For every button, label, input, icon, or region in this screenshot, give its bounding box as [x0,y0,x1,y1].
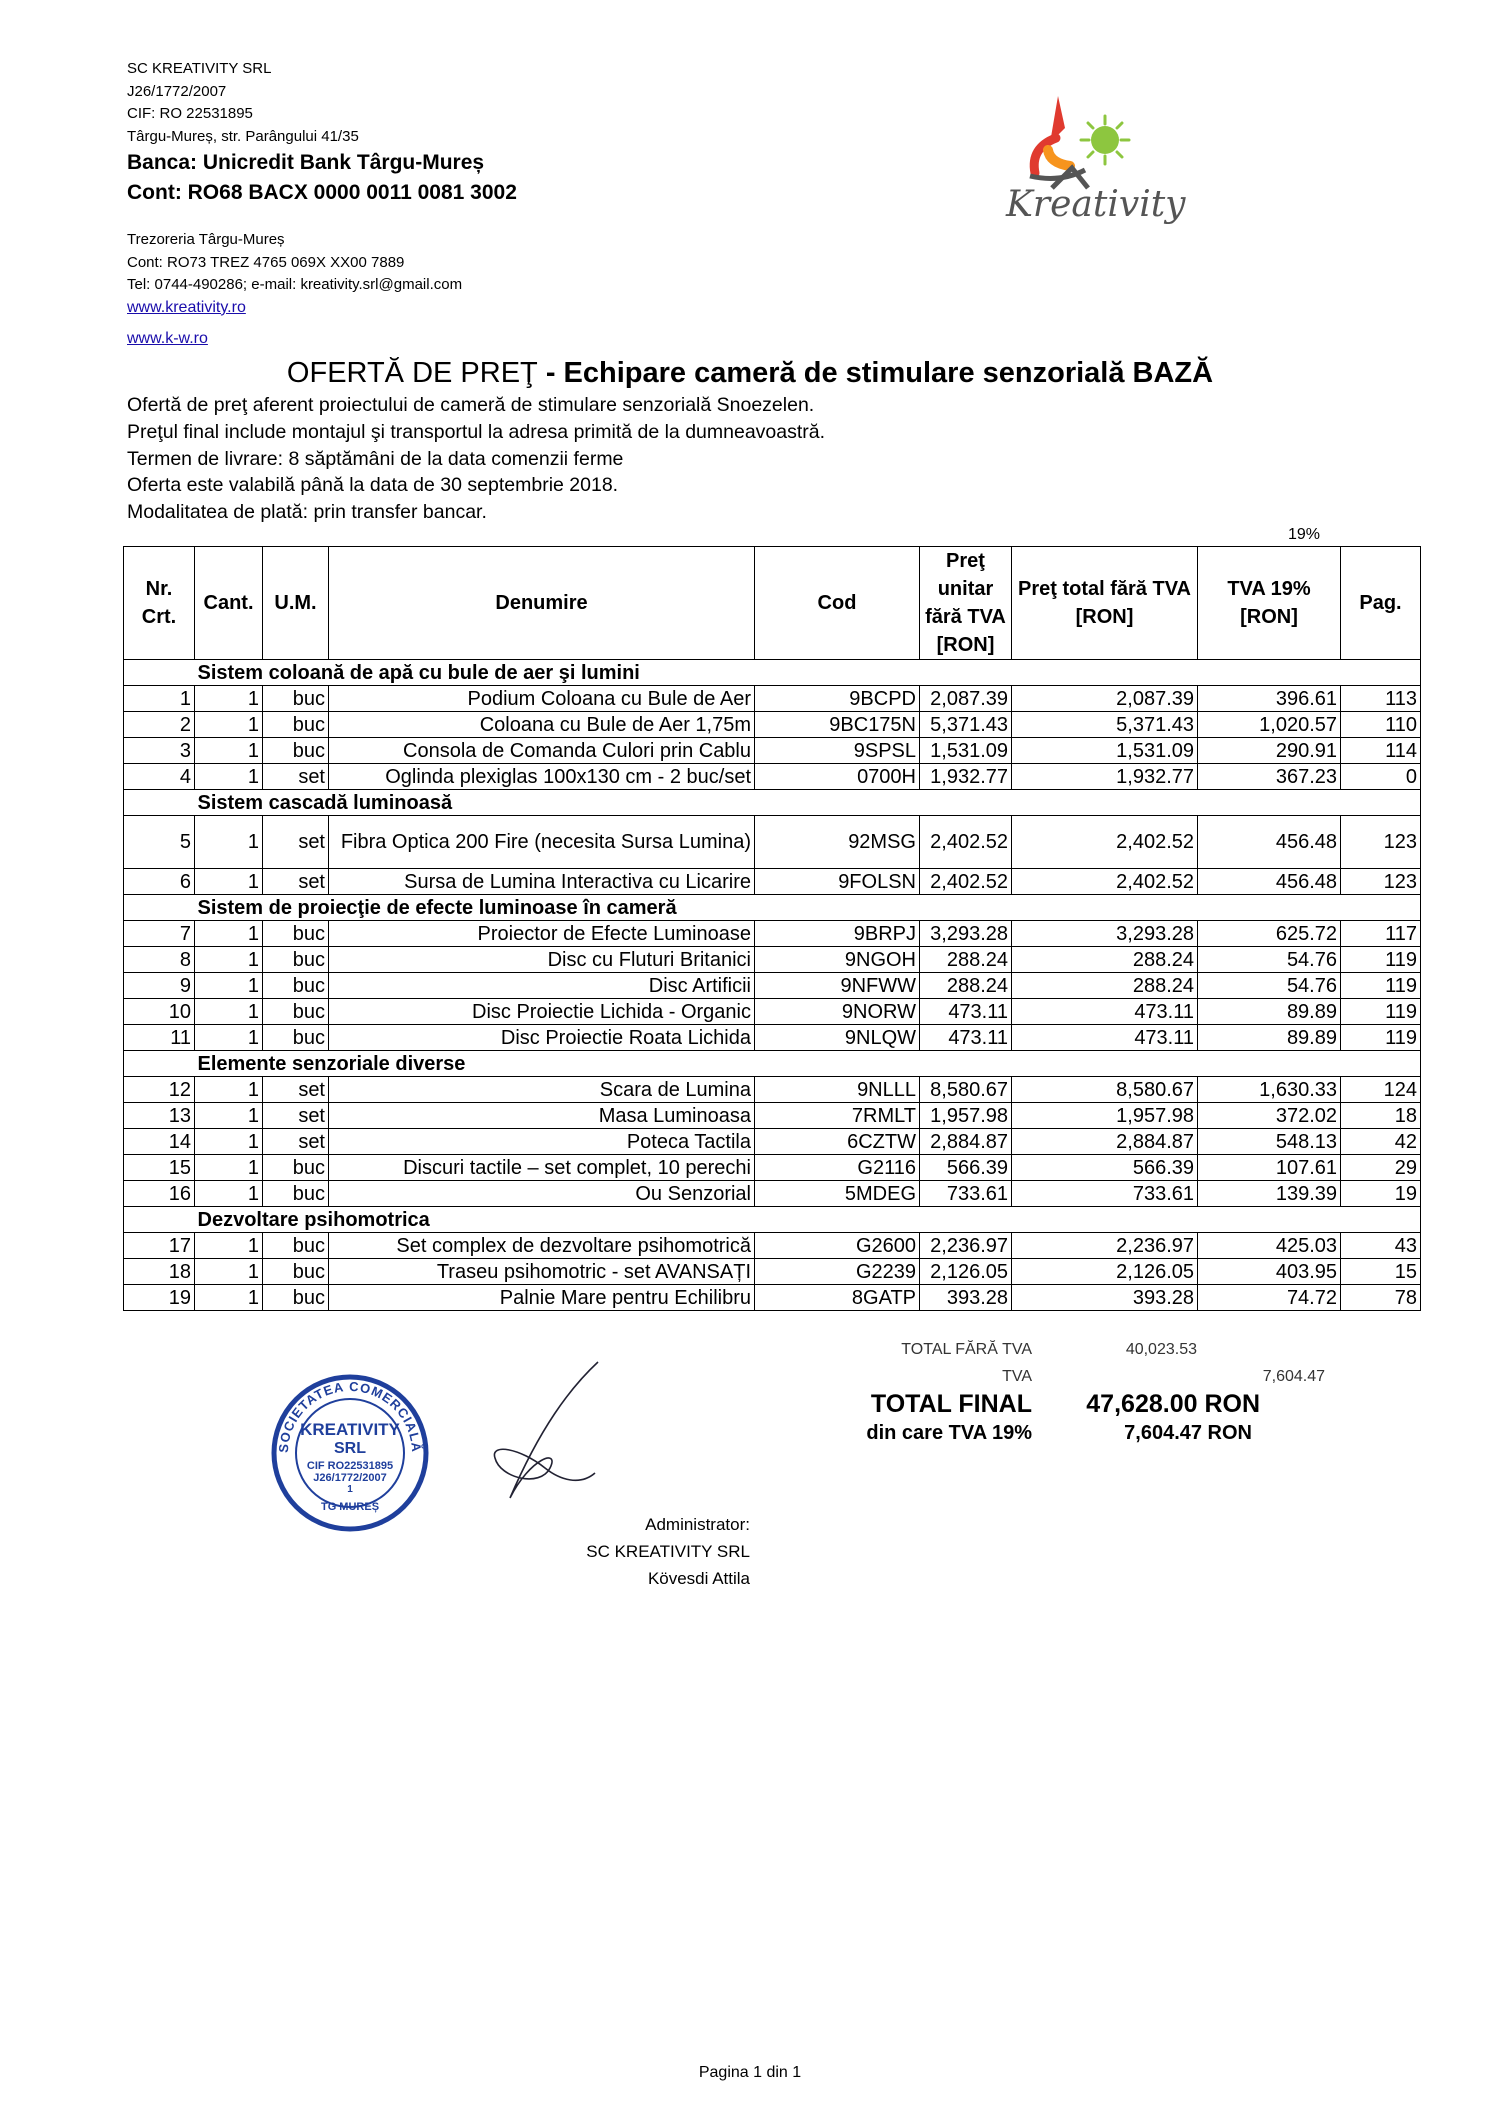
table-row [124,869,1421,895]
section-title: Dezvoltare psihomotrica [195,1207,1421,1233]
cell-pret-total: 2,087.39 [1012,686,1198,712]
col-header-tva: TVA 19% [RON] [1198,547,1341,660]
cell-pret-unitar: 2,402.52 [920,816,1012,869]
website-link-1[interactable]: www.kreativity.ro [127,298,246,316]
cell-cant: 1 [195,1259,263,1285]
cell-cod: 5MDEG [755,1181,920,1207]
cell-um: buc [263,712,329,738]
signature-block [520,1511,750,1592]
table-row [124,1233,1421,1259]
bank-info [127,148,517,208]
cell-tva: 425.03 [1198,1233,1341,1259]
cell-pag: 123 [1341,869,1421,895]
cell-cod: 9BCPD [755,686,920,712]
cell-pret-unitar: 1,531.09 [920,738,1012,764]
section-spacer [124,660,195,686]
din-care-tva-value: 7,604.47 RON [1124,1422,1252,1444]
cell-um: buc [263,1259,329,1285]
cell-cod: 9SPSL [755,738,920,764]
cell-cod: 0700H [755,764,920,790]
cell-denumire: Disc Proiectie Lichida - Organic [329,999,755,1025]
cell-pag: 110 [1341,712,1421,738]
cell-denumire: Disc Proiectie Roata Lichida [329,1025,755,1051]
section-spacer [124,895,195,921]
stamp-name-2: SRL [334,1440,366,1457]
cell-pret-total: 2,402.52 [1012,869,1198,895]
cell-cant: 1 [195,947,263,973]
cell-pret-unitar: 1,932.77 [920,764,1012,790]
cell-nr: 4 [124,764,195,790]
cell-um: buc [263,1155,329,1181]
treasury-info [127,229,462,319]
total-fara-tva-value: 40,023.53 [1125,1341,1197,1358]
cell-denumire: Podium Coloana cu Bule de Aer [329,686,755,712]
cell-tva: 1,020.57 [1198,712,1341,738]
cell-cant: 1 [195,999,263,1025]
cell-tva: 54.76 [1198,973,1341,999]
cell-pag: 119 [1341,947,1421,973]
cell-tva: 396.61 [1198,686,1341,712]
total-fara-tva-label: TOTAL FĂRĂ TVA [901,1341,1032,1358]
section-row [124,660,1421,686]
cell-nr: 5 [124,816,195,869]
cell-cant: 1 [195,1025,263,1051]
col-header-cod: Cod [755,547,920,660]
title-part-1: OFERTĂ DE PREŢ [286,357,538,389]
cell-um: set [263,1077,329,1103]
table-row [124,1259,1421,1285]
cell-pret-unitar: 473.11 [920,1025,1012,1051]
cell-nr: 10 [124,999,195,1025]
treasury-name: Trezoreria Târgu-Mureș [127,231,285,248]
cell-nr: 6 [124,869,195,895]
section-title: Sistem de proiecţie de efecte luminoase în cameră [195,895,1421,921]
cell-nr: 3 [124,738,195,764]
col-header-cant: Cant. [195,547,263,660]
cell-tva: 89.89 [1198,1025,1341,1051]
cell-pret-unitar: 2,126.05 [920,1259,1012,1285]
cell-cod: G2116 [755,1155,920,1181]
cell-pag: 18 [1341,1103,1421,1129]
intro-line: Preţul final include montajul şi transportul la adresa primită de la dumneavoastră. [127,420,826,443]
cell-cod: 6CZTW [755,1129,920,1155]
cell-cant: 1 [195,738,263,764]
cell-nr: 16 [124,1181,195,1207]
table-row [124,1181,1421,1207]
cell-denumire: Consola de Comanda Culori prin Cablu [329,738,755,764]
bank-account: Cont: RO68 BACX 0000 0011 0081 3002 [127,181,517,204]
cell-pret-unitar: 2,884.87 [920,1129,1012,1155]
col-header-pret-unitar: Preţ unitar fără TVA [RON] [920,547,1012,660]
cell-pret-unitar: 2,087.39 [920,686,1012,712]
cell-denumire: Ou Senzorial [329,1181,755,1207]
cell-nr: 1 [124,686,195,712]
table-row [124,999,1421,1025]
section-spacer [124,1207,195,1233]
cell-nr: 13 [124,1103,195,1129]
offer-table [123,546,1421,1311]
cell-cod: 9NGOH [755,947,920,973]
cell-cant: 1 [195,686,263,712]
table-row [124,921,1421,947]
cell-tva: 548.13 [1198,1129,1341,1155]
cell-pret-total: 1,531.09 [1012,738,1198,764]
cell-pret-total: 733.61 [1012,1181,1198,1207]
cell-pag: 29 [1341,1155,1421,1181]
table-row [124,1129,1421,1155]
bank-name: Banca: Unicredit Bank Târgu-Mureș [127,151,485,174]
intro-line: Modalitatea de plată: prin transfer bancar. [127,501,487,524]
cell-denumire: Scara de Lumina [329,1077,755,1103]
table-row [124,712,1421,738]
col-header-pag: Pag. [1341,547,1421,660]
stamp-ring-text: SOCIETATEA COMERCIALĂ [275,1378,425,1454]
section-row [124,1051,1421,1077]
cell-tva: 107.61 [1198,1155,1341,1181]
cell-cod: 9FOLSN [755,869,920,895]
cell-cant: 1 [195,1103,263,1129]
table-row [124,686,1421,712]
signatory-company: SC KREATIVITY SRL [586,1542,750,1561]
cell-um: set [263,869,329,895]
signatory-person: Kövesdi Attila [647,1569,750,1588]
cell-pret-unitar: 288.24 [920,947,1012,973]
cell-tva: 89.89 [1198,999,1341,1025]
cell-pret-unitar: 3,293.28 [920,921,1012,947]
cell-pag: 43 [1341,1233,1421,1259]
cell-tva: 74.72 [1198,1285,1341,1311]
cell-nr: 9 [124,973,195,999]
table-row [124,816,1421,869]
tva-value: 7,604.47 [1262,1368,1325,1385]
cell-tva: 139.39 [1198,1181,1341,1207]
table-row [124,1285,1421,1311]
kreativity-logo [990,88,1190,238]
cell-pret-total: 566.39 [1012,1155,1198,1181]
table-row [124,973,1421,999]
company-header [127,58,359,148]
cell-pret-total: 2,126.05 [1012,1259,1198,1285]
title-part-2: - Echipare cameră de stimulare senzorială BAZĂ [537,357,1214,389]
cell-um: set [263,764,329,790]
section-spacer [124,790,195,816]
tva-label: TVA [1002,1368,1032,1385]
cell-pag: 119 [1341,1025,1421,1051]
cell-denumire: Proiector de Efecte Luminoase [329,921,755,947]
cell-cant: 1 [195,1129,263,1155]
cell-um: buc [263,921,329,947]
cell-tva: 1,630.33 [1198,1077,1341,1103]
cell-pag: 123 [1341,816,1421,869]
cell-um: set [263,816,329,869]
cell-tva: 403.95 [1198,1259,1341,1285]
page-footer: Pagina 1 din 1 [698,2064,802,2081]
intro-line: Ofertă de preţ aferent proiectului de cameră de stimulare senzorială Snoezelen. [127,394,815,416]
cell-pret-total: 473.11 [1012,1025,1198,1051]
cell-pret-unitar: 8,580.67 [920,1077,1012,1103]
cell-pret-unitar: 1,957.98 [920,1103,1012,1129]
table-row [124,1103,1421,1129]
cell-cant: 1 [195,1181,263,1207]
company-name: SC KREATIVITY SRL [127,60,272,77]
cell-pag: 42 [1341,1129,1421,1155]
cell-denumire: Masa Luminoasa [329,1103,755,1129]
cell-denumire: Palnie Mare pentru Echilibru [329,1285,755,1311]
cell-denumire: Set complex de dezvoltare psihomotrică [329,1233,755,1259]
stamp-num: 1 [347,1484,353,1495]
cell-pret-unitar: 393.28 [920,1285,1012,1311]
stamp-graphic [270,1373,430,1533]
table-row [124,947,1421,973]
cell-pret-unitar: 2,402.52 [920,869,1012,895]
cell-cod: G2239 [755,1259,920,1285]
cell-cod: 9BRPJ [755,921,920,947]
cell-tva: 290.91 [1198,738,1341,764]
cell-pag: 117 [1341,921,1421,947]
cell-um: buc [263,1181,329,1207]
cell-pret-total: 8,580.67 [1012,1077,1198,1103]
cell-cant: 1 [195,921,263,947]
cell-um: buc [263,738,329,764]
cell-cant: 1 [195,973,263,999]
cell-pag: 78 [1341,1285,1421,1311]
cell-nr: 7 [124,921,195,947]
cell-nr: 2 [124,712,195,738]
cell-nr: 8 [124,947,195,973]
cell-nr: 17 [124,1233,195,1259]
cell-tva: 372.02 [1198,1103,1341,1129]
section-spacer [124,1051,195,1077]
col-header-um: U.M. [263,547,329,660]
total-final-label: TOTAL FINAL [870,1390,1032,1418]
cell-pret-total: 3,293.28 [1012,921,1198,947]
cell-cant: 1 [195,712,263,738]
cell-cant: 1 [195,1155,263,1181]
stamp-name-1: KREATIVITY [300,1420,400,1439]
signature-graphic [490,1358,620,1508]
company-cif: CIF: RO 22531895 [127,105,253,122]
signature [490,1358,620,1508]
cell-cod: 92MSG [755,816,920,869]
cell-um: set [263,1103,329,1129]
cell-tva: 625.72 [1198,921,1341,947]
cell-tva: 456.48 [1198,869,1341,895]
cell-cod: 7RMLT [755,1103,920,1129]
cell-pret-unitar: 733.61 [920,1181,1012,1207]
cell-pret-total: 2,402.52 [1012,816,1198,869]
cell-pag: 119 [1341,973,1421,999]
table-header-row [124,547,1421,660]
cell-nr: 18 [124,1259,195,1285]
cell-nr: 14 [124,1129,195,1155]
stamp-city: TG MUREȘ [320,1501,380,1513]
cell-pret-total: 2,884.87 [1012,1129,1198,1155]
cell-um: buc [263,973,329,999]
signatory-role: Administrator: [645,1515,750,1534]
cell-pret-unitar: 566.39 [920,1155,1012,1181]
table-row [124,1155,1421,1181]
cell-cod: G2600 [755,1233,920,1259]
vat-rate-note: 19% [1288,526,1321,543]
intro-line: Termen de livrare: 8 săptămâni de la data comenzii ferme [127,447,624,470]
cell-pag: 119 [1341,999,1421,1025]
cell-um: buc [263,999,329,1025]
cell-cant: 1 [195,1233,263,1259]
treasury-account: Cont: RO73 TREZ 4765 069X XX00 7889 [127,253,405,271]
section-row [124,790,1421,816]
cell-denumire: Disc Artificii [329,973,755,999]
cell-cod: 9BC175N [755,712,920,738]
section-title: Sistem coloană de apă cu bule de aer şi lumini [195,660,1421,686]
cell-nr: 12 [124,1077,195,1103]
cell-denumire: Traseu psihomotric - set AVANSAȚI [329,1259,755,1285]
section-title: Sistem cascadă luminoasă [195,790,1421,816]
table-row [124,738,1421,764]
cell-um: set [263,1129,329,1155]
cell-denumire: Oglinda plexiglas 100x130 cm - 2 buc/set [329,764,755,790]
table-row [124,764,1421,790]
intro-text [127,392,825,526]
cell-cod: 9NLLL [755,1077,920,1103]
cell-pret-total: 2,236.97 [1012,1233,1198,1259]
table-row [124,1025,1421,1051]
company-stamp [270,1373,430,1533]
cell-um: buc [263,1285,329,1311]
cell-pag: 113 [1341,686,1421,712]
cell-pret-unitar: 5,371.43 [920,712,1012,738]
cell-tva: 456.48 [1198,816,1341,869]
cell-cant: 1 [195,1285,263,1311]
cell-um: buc [263,1025,329,1051]
contact-line: Tel: 0744-490286; e-mail: kreativity.srl@gmail.com [127,276,463,293]
din-care-tva-label: din care TVA 19% [866,1422,1032,1444]
cell-pret-total: 1,932.77 [1012,764,1198,790]
section-row [124,895,1421,921]
col-header-denumire: Denumire [329,547,755,660]
cell-pret-total: 288.24 [1012,947,1198,973]
company-address: Târgu-Mureș, str. Parângului 41/35 [127,127,359,145]
table-row [124,1077,1421,1103]
cell-cod: 8GATP [755,1285,920,1311]
cell-nr: 11 [124,1025,195,1051]
cell-pret-total: 1,957.98 [1012,1103,1198,1129]
cell-tva: 367.23 [1198,764,1341,790]
cell-cant: 1 [195,1077,263,1103]
cell-denumire: Poteca Tactila [329,1129,755,1155]
cell-pag: 19 [1341,1181,1421,1207]
cell-pret-total: 393.28 [1012,1285,1198,1311]
cell-pag: 15 [1341,1259,1421,1285]
cell-pret-total: 473.11 [1012,999,1198,1025]
cell-tva: 54.76 [1198,947,1341,973]
cell-pret-unitar: 288.24 [920,973,1012,999]
cell-pag: 114 [1341,738,1421,764]
cell-pag: 0 [1341,764,1421,790]
cell-pret-total: 288.24 [1012,973,1198,999]
cell-cod: 9NORW [755,999,920,1025]
stamp-cif: CIF RO22531895 [306,1460,394,1472]
cell-denumire: Discuri tactile – set complet, 10 perechi [329,1155,755,1181]
col-header-nr: Nr. Crt. [124,547,195,660]
cell-cod: 9NLQW [755,1025,920,1051]
cell-um: buc [263,947,329,973]
cell-denumire: Coloana cu Bule de Aer 1,75m [329,712,755,738]
cell-pret-unitar: 473.11 [920,999,1012,1025]
section-title: Elemente senzoriale diverse [195,1051,1421,1077]
cell-cant: 1 [195,869,263,895]
cell-um: buc [263,1233,329,1259]
company-reg: J26/1772/2007 [127,82,227,100]
cell-denumire: Sursa de Lumina Interactiva cu Licarire [329,869,755,895]
section-row [124,1207,1421,1233]
cell-denumire: Disc cu Fluturi Britanici [329,947,755,973]
cell-nr: 19 [124,1285,195,1311]
cell-pret-total: 5,371.43 [1012,712,1198,738]
col-header-pret-total: Preţ total fără TVA [RON] [1012,547,1198,660]
document-title [0,355,1500,391]
cell-pag: 124 [1341,1077,1421,1103]
cell-cant: 1 [195,816,263,869]
stamp-reg: J26/1772/2007 [313,1472,387,1484]
cell-um: buc [263,686,329,712]
cell-denumire: Fibra Optica 200 Fire (necesita Sursa Lumina) [329,816,755,869]
cell-cant: 1 [195,764,263,790]
cell-nr: 15 [124,1155,195,1181]
cell-pret-unitar: 2,236.97 [920,1233,1012,1259]
website-link-2[interactable]: www.k-w.ro [127,330,208,347]
intro-line: Oferta este valabilă până la data de 30 septembrie 2018. [127,474,619,497]
logo-text: Kreativity [1006,184,1186,225]
cell-cod: 9NFWW [755,973,920,999]
total-final-value: 47,628.00 RON [1086,1390,1260,1418]
